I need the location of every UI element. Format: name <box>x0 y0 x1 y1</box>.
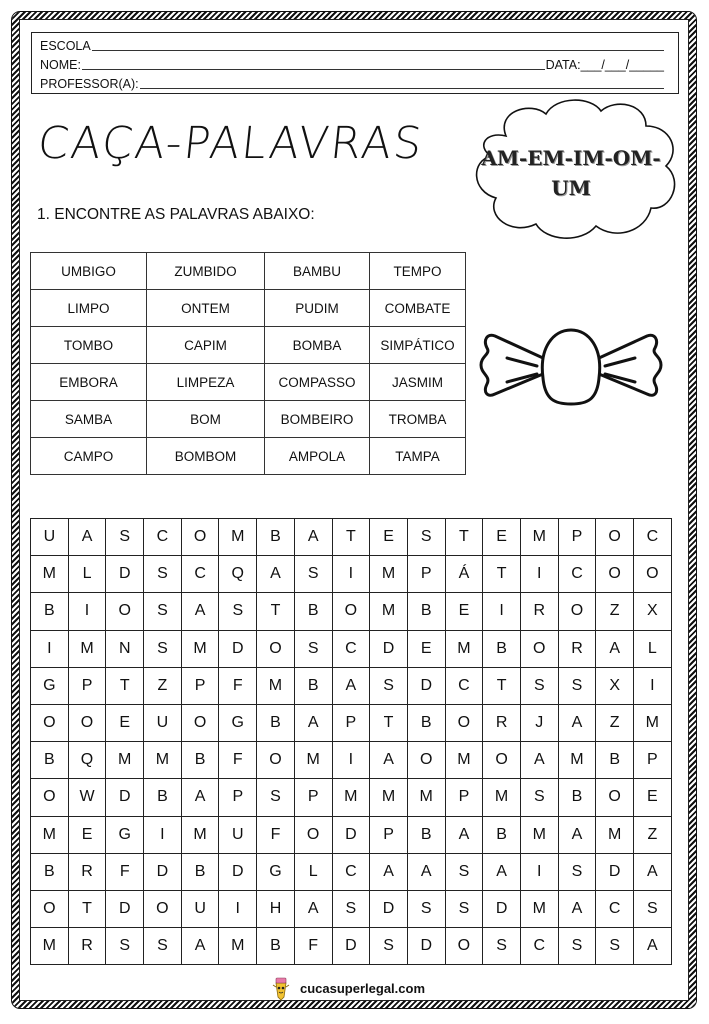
grid-cell[interactable]: D <box>370 890 408 927</box>
grid-cell[interactable]: B <box>596 742 634 779</box>
grid-cell[interactable]: M <box>483 779 521 816</box>
grid-cell[interactable]: C <box>558 556 596 593</box>
grid-cell[interactable]: M <box>520 890 558 927</box>
grid-cell[interactable]: I <box>634 667 672 704</box>
grid-cell[interactable]: D <box>144 853 182 890</box>
grid-cell[interactable]: O <box>181 519 219 556</box>
grid-cell[interactable]: R <box>483 704 521 741</box>
grid-cell[interactable]: S <box>558 928 596 965</box>
grid-cell[interactable]: T <box>106 667 144 704</box>
grid-cell[interactable]: R <box>68 928 106 965</box>
grid-cell[interactable]: F <box>257 816 295 853</box>
grid-cell[interactable]: M <box>68 630 106 667</box>
grid-cell[interactable]: S <box>219 593 257 630</box>
word-list-item: COMBATE <box>370 290 466 327</box>
grid-cell[interactable]: T <box>68 890 106 927</box>
grid-row <box>31 630 672 667</box>
word-list-item: BOMBA <box>265 327 370 364</box>
grid-cell[interactable]: L <box>68 556 106 593</box>
grid-cell[interactable]: A <box>370 853 408 890</box>
grid-cell[interactable]: B <box>483 816 521 853</box>
grid-cell[interactable]: M <box>31 556 69 593</box>
grid-row <box>31 853 672 890</box>
grid-cell[interactable]: G <box>257 853 295 890</box>
footer-url[interactable]: cucasuperlegal.com <box>300 980 425 996</box>
grid-cell[interactable]: O <box>144 890 182 927</box>
grid-cell[interactable]: E <box>106 704 144 741</box>
grid-cell[interactable]: S <box>520 779 558 816</box>
grid-cell[interactable]: O <box>558 593 596 630</box>
grid-cell[interactable]: A <box>68 519 106 556</box>
grid-cell[interactable]: A <box>181 593 219 630</box>
word-list-item: BOM <box>147 401 265 438</box>
grid-cell[interactable]: D <box>219 630 257 667</box>
grid-cell[interactable]: D <box>106 779 144 816</box>
word-list-row <box>31 327 466 364</box>
grid-cell[interactable]: Á <box>445 556 483 593</box>
word-list-table <box>30 252 466 475</box>
grid-cell[interactable]: E <box>370 519 408 556</box>
grid-cell[interactable]: I <box>332 742 370 779</box>
grid-cell[interactable]: E <box>68 816 106 853</box>
cloud-line-1: AM-EM-IM-OM- <box>481 146 661 170</box>
pencil-mascot-icon <box>270 975 292 1001</box>
grid-cell[interactable]: N <box>106 630 144 667</box>
grid-cell[interactable]: G <box>106 816 144 853</box>
grid-cell[interactable]: E <box>445 593 483 630</box>
grid-row <box>31 890 672 927</box>
word-list-item: EMBORA <box>31 364 147 401</box>
grid-cell[interactable]: O <box>596 519 634 556</box>
grid-cell[interactable]: A <box>370 742 408 779</box>
grid-cell[interactable]: Z <box>596 593 634 630</box>
grid-cell[interactable]: S <box>370 928 408 965</box>
grid-cell[interactable]: U <box>181 890 219 927</box>
grid-cell[interactable]: J <box>520 704 558 741</box>
grid-cell[interactable]: Z <box>144 667 182 704</box>
grid-cell[interactable]: M <box>445 630 483 667</box>
grid-cell[interactable]: O <box>483 742 521 779</box>
grid-cell[interactable]: I <box>31 630 69 667</box>
grid-cell[interactable]: P <box>294 779 332 816</box>
grid-cell[interactable]: I <box>219 890 257 927</box>
grid-cell[interactable]: I <box>144 816 182 853</box>
grid-cell[interactable]: O <box>445 928 483 965</box>
grid-row <box>31 593 672 630</box>
word-list-item: BAMBU <box>265 253 370 290</box>
grid-cell[interactable]: B <box>257 519 295 556</box>
word-list-item: TEMPO <box>370 253 466 290</box>
grid-cell[interactable]: D <box>106 890 144 927</box>
grid-cell[interactable]: M <box>294 742 332 779</box>
grid-cell[interactable]: C <box>634 519 672 556</box>
grid-cell[interactable]: T <box>483 667 521 704</box>
word-list-row <box>31 401 466 438</box>
grid-row <box>31 556 672 593</box>
school-input-line[interactable] <box>92 49 664 51</box>
grid-cell[interactable]: Z <box>596 704 634 741</box>
grid-cell[interactable]: B <box>181 853 219 890</box>
grid-cell[interactable]: F <box>106 853 144 890</box>
grid-cell[interactable]: M <box>257 667 295 704</box>
grid-cell[interactable]: S <box>370 667 408 704</box>
grid-cell[interactable]: M <box>634 704 672 741</box>
grid-cell[interactable]: A <box>483 853 521 890</box>
grid-cell[interactable]: S <box>332 890 370 927</box>
grid-cell[interactable]: R <box>68 853 106 890</box>
grid-cell[interactable]: P <box>407 556 445 593</box>
word-list-item: LIMPEZA <box>147 364 265 401</box>
grid-cell[interactable]: E <box>483 519 521 556</box>
word-list-row <box>31 364 466 401</box>
grid-cell[interactable]: X <box>596 667 634 704</box>
candy-icon <box>475 318 667 412</box>
grid-cell[interactable]: D <box>370 630 408 667</box>
grid-cell[interactable]: T <box>332 519 370 556</box>
word-list-row <box>31 253 466 290</box>
grid-cell[interactable]: B <box>294 593 332 630</box>
word-list-item: SIMPÁTICO <box>370 327 466 364</box>
grid-cell[interactable]: B <box>257 704 295 741</box>
word-list-item: JASMIM <box>370 364 466 401</box>
grid-cell[interactable]: F <box>219 667 257 704</box>
word-list-item: AMPOLA <box>265 438 370 475</box>
word-list-item: LIMPO <box>31 290 147 327</box>
grid-cell[interactable]: O <box>596 779 634 816</box>
grid-cell[interactable]: M <box>370 556 408 593</box>
word-list-item: PUDIM <box>265 290 370 327</box>
grid-cell[interactable]: A <box>596 630 634 667</box>
grid-cell[interactable]: O <box>407 742 445 779</box>
word-list-item: TOMBO <box>31 327 147 364</box>
grid-cell[interactable]: M <box>520 816 558 853</box>
name-label: NOME: <box>40 58 81 72</box>
cloud-line-2: UM <box>551 176 591 200</box>
grid-cell[interactable]: B <box>31 593 69 630</box>
word-list-item: BOMBOM <box>147 438 265 475</box>
grid-cell[interactable]: S <box>558 853 596 890</box>
grid-cell[interactable]: B <box>407 704 445 741</box>
grid-cell[interactable]: O <box>596 556 634 593</box>
grid-cell[interactable]: S <box>445 853 483 890</box>
word-list-row <box>31 438 466 475</box>
grid-cell[interactable]: S <box>483 928 521 965</box>
grid-cell[interactable]: D <box>332 816 370 853</box>
grid-cell[interactable]: O <box>106 593 144 630</box>
grid-cell[interactable]: P <box>68 667 106 704</box>
grid-cell[interactable]: M <box>332 779 370 816</box>
grid-cell[interactable]: A <box>634 928 672 965</box>
word-list-row <box>31 290 466 327</box>
grid-row <box>31 704 672 741</box>
grid-cell[interactable]: E <box>634 779 672 816</box>
word-list-item: SAMBA <box>31 401 147 438</box>
grid-cell[interactable]: M <box>370 779 408 816</box>
grid-cell[interactable]: B <box>257 928 295 965</box>
grid-cell[interactable]: F <box>219 742 257 779</box>
grid-cell[interactable]: S <box>407 890 445 927</box>
grid-cell[interactable]: E <box>407 630 445 667</box>
name-row <box>40 55 664 72</box>
grid-cell[interactable]: I <box>332 556 370 593</box>
grid-cell[interactable]: D <box>106 556 144 593</box>
grid-cell[interactable]: A <box>257 556 295 593</box>
grid-cell[interactable]: A <box>445 816 483 853</box>
grid-cell[interactable]: C <box>181 556 219 593</box>
grid-cell[interactable]: B <box>181 742 219 779</box>
grid-cell[interactable]: B <box>31 853 69 890</box>
date-field[interactable]: DATA:___/___/_____ <box>545 58 664 72</box>
grid-cell[interactable]: A <box>294 890 332 927</box>
grid-cell[interactable]: Z <box>634 816 672 853</box>
grid-cell[interactable]: O <box>332 593 370 630</box>
grid-cell[interactable]: I <box>520 556 558 593</box>
grid-row <box>31 667 672 704</box>
grid-cell[interactable]: B <box>483 630 521 667</box>
grid-cell[interactable]: S <box>106 928 144 965</box>
grid-cell[interactable]: M <box>520 519 558 556</box>
grid-cell[interactable]: G <box>31 667 69 704</box>
grid-cell[interactable]: M <box>181 630 219 667</box>
grid-cell[interactable]: B <box>294 667 332 704</box>
grid-cell[interactable]: M <box>219 928 257 965</box>
grid-cell[interactable]: O <box>31 890 69 927</box>
grid-cell[interactable]: R <box>520 593 558 630</box>
grid-cell[interactable]: Q <box>68 742 106 779</box>
cloud-label <box>466 143 676 203</box>
grid-cell[interactable]: P <box>332 704 370 741</box>
grid-cell[interactable]: M <box>370 593 408 630</box>
grid-cell[interactable]: B <box>558 779 596 816</box>
grid-cell[interactable]: M <box>558 742 596 779</box>
grid-cell[interactable]: C <box>332 630 370 667</box>
grid-cell[interactable]: U <box>144 704 182 741</box>
grid-cell[interactable]: A <box>407 853 445 890</box>
grid-row <box>31 816 672 853</box>
grid-cell[interactable]: O <box>181 704 219 741</box>
grid-cell[interactable]: S <box>520 667 558 704</box>
grid-cell[interactable]: T <box>483 556 521 593</box>
grid-cell[interactable]: S <box>257 779 295 816</box>
grid-cell[interactable]: S <box>144 593 182 630</box>
grid-cell[interactable]: O <box>68 704 106 741</box>
teacher-label: PROFESSOR(A): <box>40 77 139 91</box>
word-list-item: UMBIGO <box>31 253 147 290</box>
grid-cell[interactable]: A <box>558 704 596 741</box>
grid-cell[interactable]: M <box>31 928 69 965</box>
grid-cell[interactable]: O <box>520 630 558 667</box>
grid-cell[interactable]: C <box>520 928 558 965</box>
grid-cell[interactable]: M <box>181 816 219 853</box>
word-list-item: CAPIM <box>147 327 265 364</box>
grid-cell[interactable]: C <box>596 890 634 927</box>
grid-cell[interactable]: D <box>596 853 634 890</box>
grid-cell[interactable]: O <box>445 704 483 741</box>
grid-cell[interactable]: A <box>634 853 672 890</box>
grid-cell[interactable]: Q <box>219 556 257 593</box>
grid-cell[interactable]: B <box>31 742 69 779</box>
grid-cell[interactable]: S <box>294 630 332 667</box>
grid-cell[interactable]: S <box>596 928 634 965</box>
school-label: ESCOLA <box>40 39 91 53</box>
grid-cell[interactable]: U <box>219 816 257 853</box>
grid-cell[interactable]: P <box>370 816 408 853</box>
grid-cell[interactable]: S <box>445 890 483 927</box>
grid-cell[interactable]: O <box>31 779 69 816</box>
grid-cell[interactable]: D <box>407 928 445 965</box>
word-list-item: ZUMBIDO <box>147 253 265 290</box>
grid-row <box>31 519 672 556</box>
grid-row <box>31 779 672 816</box>
grid-cell[interactable]: T <box>445 519 483 556</box>
footer <box>270 975 425 1001</box>
teacher-row <box>40 74 664 91</box>
grid-cell[interactable]: S <box>634 890 672 927</box>
grid-cell[interactable]: C <box>445 667 483 704</box>
page-title: CAÇA-PALAVRAS <box>35 118 427 169</box>
student-info-box <box>31 32 679 94</box>
grid-cell[interactable]: P <box>219 779 257 816</box>
grid-cell[interactable]: A <box>181 779 219 816</box>
grid-cell[interactable]: O <box>634 556 672 593</box>
grid-cell[interactable]: M <box>407 779 445 816</box>
instruction-text: 1. ENCONTRE AS PALAVRAS ABAIXO: <box>37 206 315 223</box>
word-list-item: BOMBEIRO <box>265 401 370 438</box>
grid-cell[interactable]: I <box>520 853 558 890</box>
grid-cell[interactable]: B <box>407 816 445 853</box>
grid-cell[interactable]: T <box>257 593 295 630</box>
grid-cell[interactable]: S <box>407 519 445 556</box>
grid-cell[interactable]: G <box>219 704 257 741</box>
grid-cell[interactable]: D <box>332 928 370 965</box>
word-list-item: ONTEM <box>147 290 265 327</box>
grid-cell[interactable]: D <box>219 853 257 890</box>
grid-cell[interactable]: R <box>558 630 596 667</box>
word-list-item: TROMBA <box>370 401 466 438</box>
grid-cell[interactable]: A <box>294 704 332 741</box>
teacher-input-line[interactable] <box>140 87 664 89</box>
word-list-item: CAMPO <box>31 438 147 475</box>
grid-row <box>31 928 672 965</box>
grid-cell[interactable]: M <box>596 816 634 853</box>
grid-cell[interactable]: S <box>558 667 596 704</box>
grid-cell[interactable]: F <box>294 928 332 965</box>
grid-cell[interactable]: A <box>332 667 370 704</box>
grid-cell[interactable]: O <box>31 704 69 741</box>
grid-cell[interactable]: W <box>68 779 106 816</box>
grid-cell[interactable]: B <box>144 779 182 816</box>
grid-cell[interactable]: P <box>634 742 672 779</box>
grid-cell[interactable]: A <box>181 928 219 965</box>
grid-cell[interactable]: C <box>332 853 370 890</box>
grid-cell[interactable]: L <box>634 630 672 667</box>
grid-cell[interactable]: L <box>294 853 332 890</box>
grid-cell[interactable]: M <box>445 742 483 779</box>
school-row <box>40 36 664 53</box>
grid-cell[interactable]: S <box>144 630 182 667</box>
grid-cell[interactable]: O <box>257 630 295 667</box>
grid-cell[interactable]: M <box>144 742 182 779</box>
word-list-item: COMPASSO <box>265 364 370 401</box>
grid-cell[interactable]: M <box>106 742 144 779</box>
grid-cell[interactable]: T <box>370 704 408 741</box>
grid-cell[interactable]: B <box>407 593 445 630</box>
grid-cell[interactable]: S <box>144 928 182 965</box>
grid-cell[interactable]: P <box>558 519 596 556</box>
grid-cell[interactable]: O <box>257 742 295 779</box>
grid-cell[interactable]: H <box>257 890 295 927</box>
grid-cell[interactable]: X <box>634 593 672 630</box>
grid-cell[interactable]: A <box>558 816 596 853</box>
word-search-grid <box>30 518 672 965</box>
grid-cell[interactable]: I <box>483 593 521 630</box>
grid-cell[interactable]: A <box>558 890 596 927</box>
grid-cell[interactable]: M <box>31 816 69 853</box>
grid-cell[interactable]: C <box>144 519 182 556</box>
grid-cell[interactable]: A <box>520 742 558 779</box>
grid-cell[interactable]: P <box>181 667 219 704</box>
grid-cell[interactable]: U <box>31 519 69 556</box>
grid-cell[interactable]: A <box>294 519 332 556</box>
grid-cell[interactable]: S <box>294 556 332 593</box>
grid-cell[interactable]: O <box>294 816 332 853</box>
grid-cell[interactable]: S <box>144 556 182 593</box>
name-input-line[interactable] <box>82 68 545 70</box>
grid-row <box>31 742 672 779</box>
grid-cell[interactable]: S <box>106 519 144 556</box>
grid-cell[interactable]: I <box>68 593 106 630</box>
grid-cell[interactable]: D <box>407 667 445 704</box>
grid-cell[interactable]: D <box>483 890 521 927</box>
grid-cell[interactable]: P <box>445 779 483 816</box>
word-list-item: TAMPA <box>370 438 466 475</box>
grid-cell[interactable]: M <box>219 519 257 556</box>
